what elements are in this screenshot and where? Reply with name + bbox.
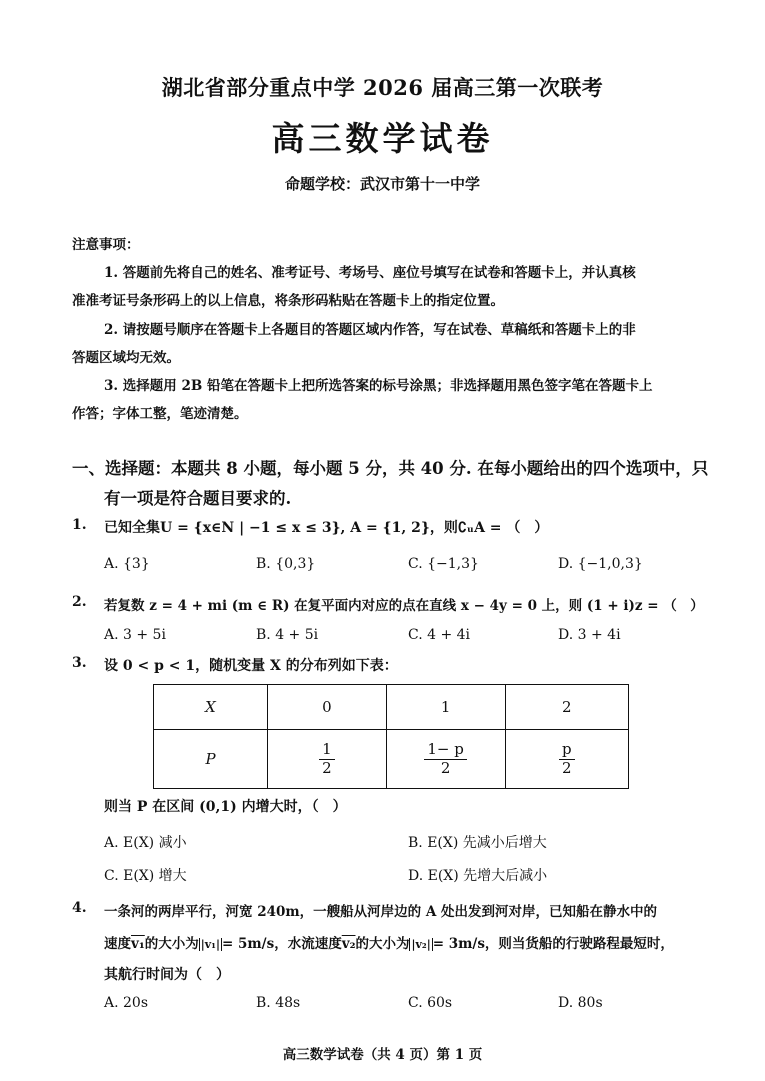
q3-question: 则当 P 在区间 (0,1) 内增大时，（ ） xyxy=(104,799,347,815)
q2-option-c: C. 4 + 4i xyxy=(408,627,471,643)
q3-option-c: C. E(X) 增大 xyxy=(104,868,187,884)
notice-item-3-line-2: 作答；字体工整，笔迹清楚。 xyxy=(72,406,248,422)
q3-stem: 设 0 < p < 1，随机变量 X 的分布列如下表： xyxy=(104,658,398,674)
notice-heading: 注意事项： xyxy=(72,237,140,253)
table-header-p: P xyxy=(154,730,268,789)
vector-v1: v₁ xyxy=(131,936,145,952)
q1-option-c: C. {−1,3} xyxy=(408,556,479,572)
q4-option-b: B. 48s xyxy=(256,995,301,1011)
q1-option-a: A. {3} xyxy=(104,556,150,572)
q1-option-b: B. {0,3} xyxy=(256,556,316,572)
q2-option-a: A. 3 + 5i xyxy=(104,627,166,643)
table-x-0: 0 xyxy=(268,685,387,730)
q2-option-b: B. 4 + 5i xyxy=(256,627,319,643)
abs-v2: |v₂| xyxy=(411,938,431,951)
q3-number: 3. xyxy=(72,655,87,671)
subject-title: 高三数学试卷 xyxy=(271,119,494,158)
section-1-heading-line-1: 一、选择题：本题共 8 小题，每小题 5 分，共 40 分. 在每小题给出的四个选项中，只 xyxy=(72,459,709,478)
distribution-row-p xyxy=(154,730,629,789)
q4-line-2: 速度v₁的大小为 |v₁| = 5m/s，水流速度v₂的大小为 |v₂| = 3m/s，则当货船的行驶路程最短时， xyxy=(104,936,674,952)
table-p-2: $\frac{p}{2}$ xyxy=(505,730,629,789)
table-x-2: 2 xyxy=(505,685,629,730)
table-p-1: $\frac{1- p}{2}$ xyxy=(386,730,505,789)
notice-item-2-line-1: 2. 请按题号顺序在答题卡上各题目的答题区域内作答，写在试卷、草稿纸和答题卡上的非 xyxy=(104,322,636,338)
vector-v2: v₂ xyxy=(341,936,356,952)
q1-number: 1. xyxy=(72,517,87,533)
distribution-row-x xyxy=(154,685,629,730)
q1-stem: 已知全集U = {x∈N | −1 ≤ x ≤ 3}, A = {1, 2}，则∁ᵤA = （ ） xyxy=(104,520,549,536)
q4-line-1: 一条河的两岸平行，河宽 240m，一艘船从河岸边的 A 处出发到河对岸，已知船在静水中的 xyxy=(104,904,658,920)
notice-item-2-line-2: 答题区域均无效。 xyxy=(72,350,180,366)
school-line: 命题学校：武汉市第十一中学 xyxy=(284,175,480,193)
page-footer: 高三数学试卷（共 4 页）第 1 页 xyxy=(282,1047,483,1063)
table-header-x: X xyxy=(154,685,268,730)
q4-line-3: 其航行时间为（ ） xyxy=(104,967,230,983)
q2-number: 2. xyxy=(72,594,87,610)
notice-item-1-line-2: 准准考证号条形码上的以上信息，将条形码粘贴在答题卡上的指定位置。 xyxy=(72,293,504,309)
notice-item-3-line-1: 3. 选择题用 2B 铅笔在答题卡上把所选答案的标号涂黑；非选择题用黑色签字笔在答题卡上 xyxy=(104,378,653,394)
q4-option-a: A. 20s xyxy=(104,995,149,1011)
abs-v1: |v₁| xyxy=(200,938,220,951)
q3-option-d: D. E(X) 先增大后减小 xyxy=(408,868,548,884)
q4-number: 4. xyxy=(72,900,87,916)
q4-option-c: C. 60s xyxy=(408,995,453,1011)
q3-option-b: B. E(X) 先减小后增大 xyxy=(408,835,547,851)
q4-option-d: D. 80s xyxy=(558,995,603,1011)
table-x-1: 1 xyxy=(386,685,505,730)
distribution-table xyxy=(153,684,629,789)
q1-option-d: D. {−1,0,3} xyxy=(558,556,643,572)
section-1-heading-line-2: 有一项是符合题目要求的. xyxy=(104,489,292,508)
exam-title: 湖北省部分重点中学 2026 届高三第一次联考 xyxy=(161,75,604,100)
q2-stem: 若复数 z = 4 + mi (m ∈ R) 在复平面内对应的点在直线 x − 4y = 0 上，则 (1 + i)z = （ ） xyxy=(104,598,704,614)
table-p-0: $\frac{1}{2}$ xyxy=(268,730,387,789)
notice-item-1-line-1: 1. 答题前先将自己的姓名、准考证号、考场号、座位号填写在试卷和答题卡上，并认真核 xyxy=(104,265,636,281)
q2-option-d: D. 3 + 4i xyxy=(558,627,621,643)
q3-option-a: A. E(X) 减小 xyxy=(104,835,187,851)
